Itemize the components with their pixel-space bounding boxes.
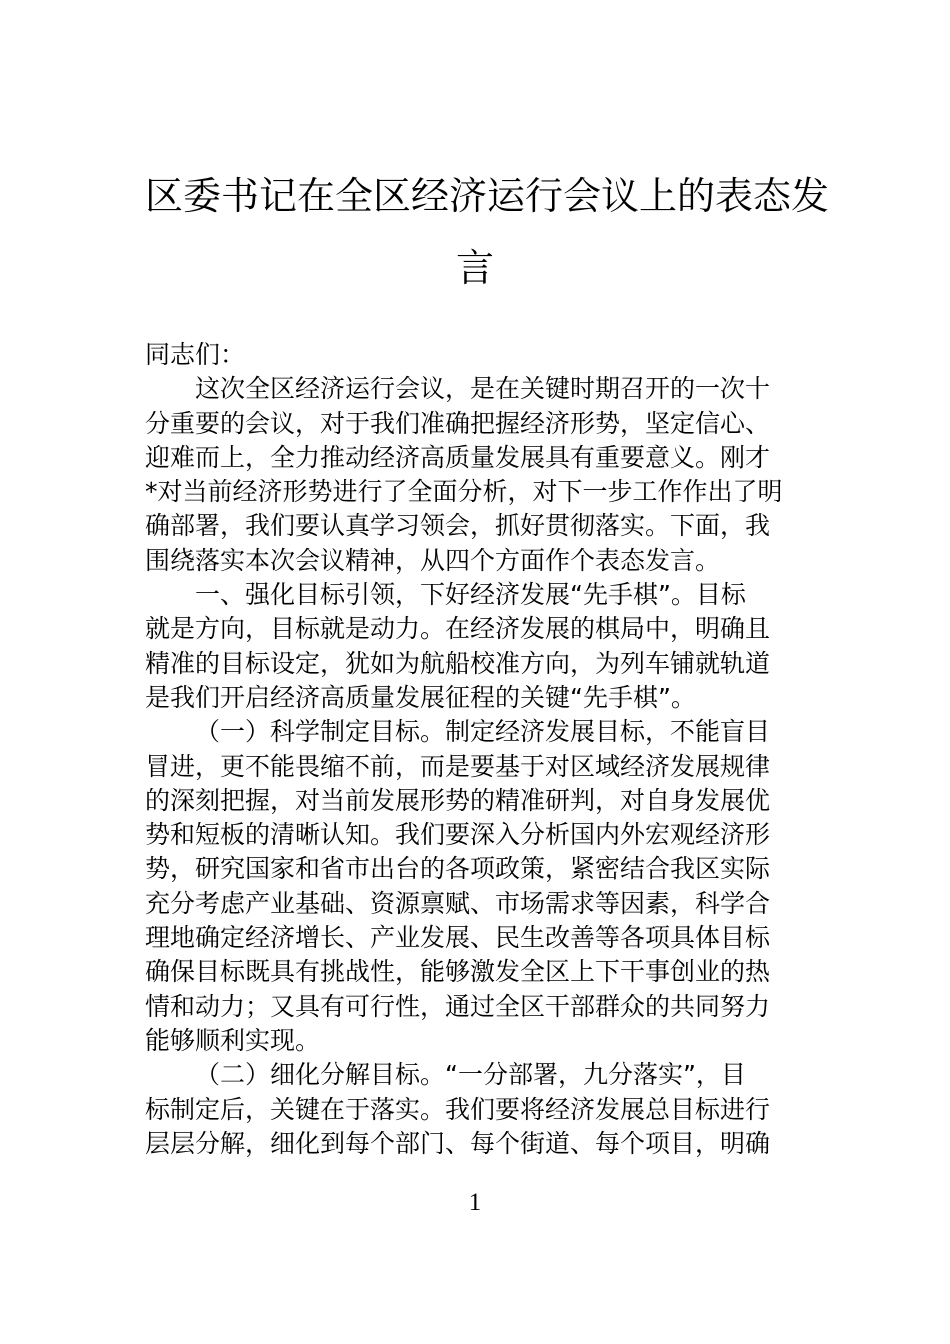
body-line: 层层分解，细化到每个部门、每个街道、每个项目，明确 <box>145 1128 771 1158</box>
body-line: 这次全区经济运行会议，是在关键时期召开的一次十 <box>195 374 771 404</box>
body-line: 迎难而上，全力推动经济高质量发展具有重要意义。刚才 <box>145 442 771 472</box>
body-line: 情和动力；又具有可行性，通过全区干部群众的共同努力 <box>145 991 771 1021</box>
body-line: 一、强化目标引领，下好经济发展“先手棋”。目标 <box>195 580 746 610</box>
body-line: （二）细化分解目标。“一分部署，九分落实”，目 <box>195 1060 746 1090</box>
document-body <box>145 338 810 1161</box>
body-line: 精准的目标设定，犹如为航船校准方向，为列车铺就轨道 <box>145 648 771 678</box>
body-line: 是我们开启经济高质量发展征程的关键“先手棋”。 <box>145 682 696 712</box>
body-line: 的深刻把握，对当前发展形势的精准研判，对自身发展优 <box>145 785 771 815</box>
page-number: 1 <box>468 1189 482 1216</box>
document-title-line-2: 言 <box>455 246 494 290</box>
body-line: 同志们： <box>145 340 246 369</box>
body-line: 围绕落实本次会议精神，从四个方面作个表态发言。 <box>145 545 721 575</box>
body-line: *对当前经济形势进行了全面分析，对下一步工作作出了明 <box>145 477 783 507</box>
body-line: 势，研究国家和省市出台的各项政策，紧密结合我区实际 <box>145 854 771 884</box>
body-line: 势和短板的清晰认知。我们要深入分析国内外宏观经济形 <box>145 820 771 850</box>
body-line: （一）科学制定目标。制定经济发展目标，不能盲目 <box>195 717 771 747</box>
document-title-line-1: 区委书记在全区经济运行会议上的表态发 <box>145 174 830 218</box>
body-line: 就是方向，目标就是动力。在经济发展的棋局中，明确且 <box>145 614 771 644</box>
body-line: 充分考虑产业基础、资源禀赋、市场需求等因素，科学合 <box>145 888 771 918</box>
body-line: 分重要的会议，对于我们准确把握经济形势，坚定信心、 <box>145 408 771 438</box>
body-line: 标制定后，关键在于落实。我们要将经济发展总目标进行 <box>145 1094 771 1124</box>
body-line: 冒进，更不能畏缩不前，而是要基于对区域经济发展规律 <box>145 751 771 781</box>
body-line: 能够顺利实现。 <box>145 1025 321 1055</box>
body-line: 确保目标既具有挑战性，能够激发全区上下干事创业的热 <box>145 957 771 987</box>
body-line: 理地确定经济增长、产业发展、民生改善等各项具体目标 <box>145 923 771 953</box>
body-line: 确部署，我们要认真学习领会，抓好贯彻落实。下面，我 <box>145 511 771 541</box>
